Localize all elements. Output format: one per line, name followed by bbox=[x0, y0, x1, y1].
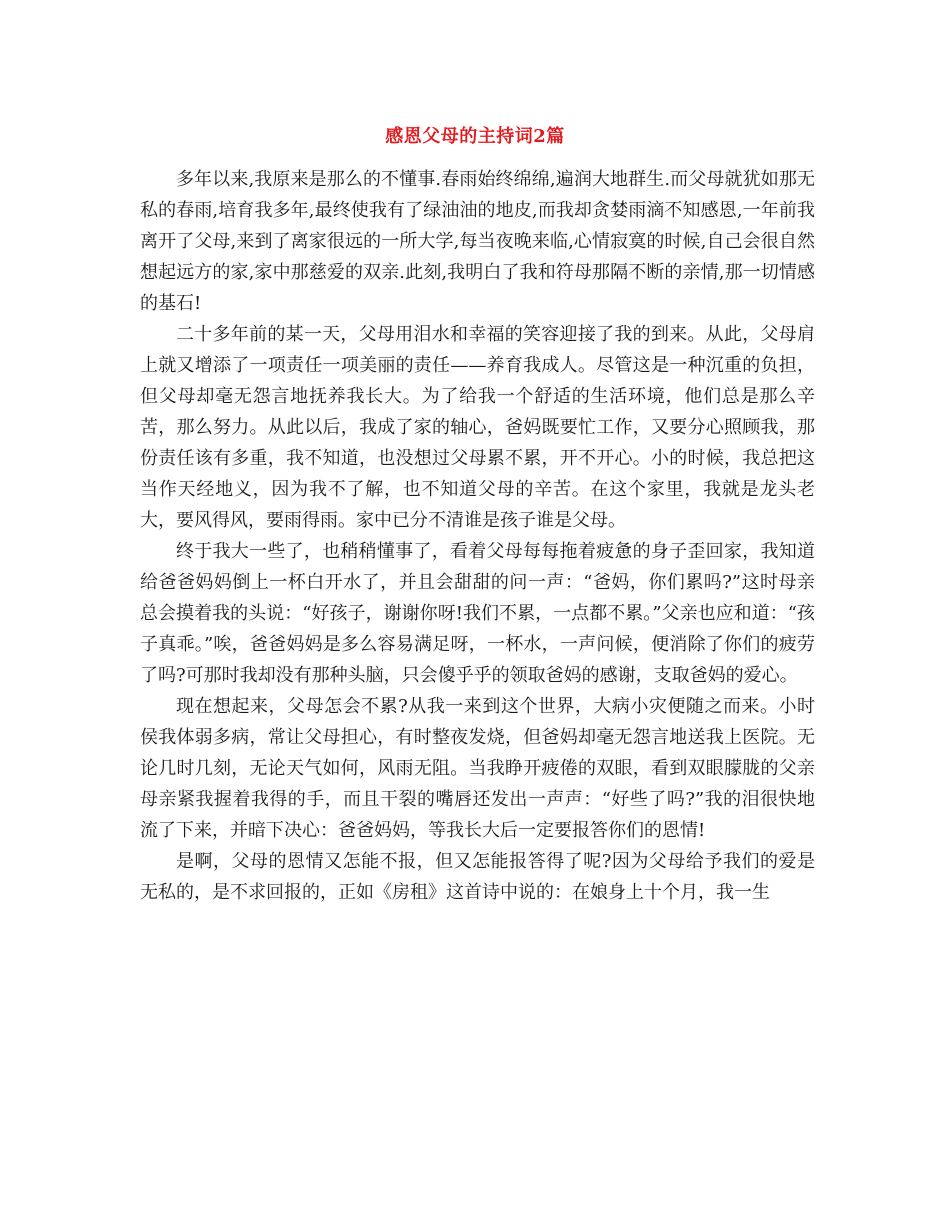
paragraph-5: 是啊，父母的恩情又怎能不报，但又怎能报答得了呢?因为父母给予我们的爱是无私的，是不求回报的，正如《房租》这首诗中说的：在娘身上十个月，我一生 bbox=[140, 851, 815, 903]
paragraph-2: 二十多年前的某一天，父母用泪水和幸福的笑容迎接了我的到来。从此，父母肩上就又增添了一项责任一项美丽的责任——养育我成人。尽管这是一种沉重的负担，但父母却毫无怨言地抚养我长大。为了给我一个舒适的生活环境，他们总是那么辛苦，那么努力。从此以后，我成了家的轴心，爸妈既要忙工作，又要分心照顾我，那份责任该有多重，我不知道，也没想过父母累不累，开不开心。小的时候，我总把这当作天经地义，因为我不了解，也不知道父母的辛苦。在这个家里，我就是龙头老大，要风得风，要雨得雨。家中已分不清谁是孩子谁是父母。 bbox=[140, 324, 815, 531]
document-title: 感恩父母的主持词2篇 bbox=[385, 126, 565, 147]
document-body bbox=[140, 164, 815, 908]
paragraph-1: 多年以来,我原来是那么的不懂事.春雨始终绵绵,遍润大地群生.而父母就犹如那无私的春雨,培育我多年,最终使我有了绿油油的地皮,而我却贪婪雨滴不知感恩,一年前我离开了父母,来到了离家很远的一所大学,每当夜晚来临,心情寂寞的时候,自己会很自然想起远方的家,家中那慈爱的双亲.此刻,我明白了我和符母那隔不断的亲情,那一切情感的基石! bbox=[140, 169, 815, 314]
paragraph-4: 现在想起来，父母怎会不累?从我一来到这个世界，大病小灾便随之而来。小时侯我体弱多病，常让父母担心，有时整夜发烧，但爸妈却毫无怨言地送我上医院。无论几时几刻，无论天气如何，风雨无阻。当我睁开疲倦的双眼，看到双眼朦胧的父亲母亲紧我握着我得的手，而且干裂的嘴唇还发出一声声：“好些了吗?”我的泪很快地流了下来，并暗下决心：爸爸妈妈，等我长大后一定要报答你们的恩情! bbox=[140, 696, 815, 841]
paragraph-3: 终于我大一些了，也稍稍懂事了，看着父母每每拖着疲惫的身子歪回家，我知道给爸爸妈妈倒上一杯白开水了，并且会甜甜的问一声：“爸妈，你们累吗?”这时母亲总会摸着我的头说：“好孩子，谢谢你呀!我们不累，一点都不累。”父亲也应和道：“孩子真乖。”唉，爸爸妈妈是多么容易满足呀，一杯水，一声问候，便消除了你们的疲劳了吗?可那时我却没有那种头脑，只会傻乎乎的领取爸妈的感谢，支取爸妈的爱心。 bbox=[140, 541, 815, 686]
